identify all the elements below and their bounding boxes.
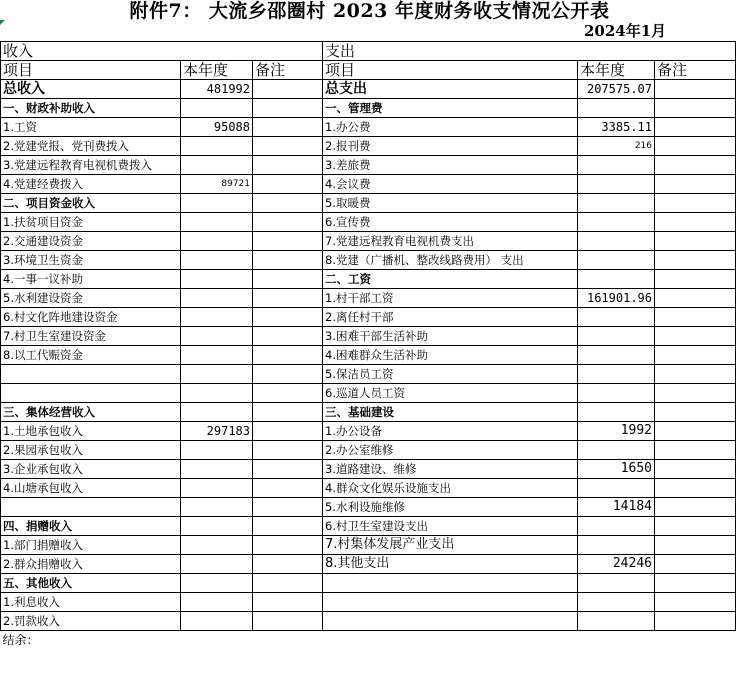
income-item-cell: 1.扶贫项目资金 — [1, 213, 181, 232]
income-note-cell — [253, 574, 323, 593]
income-note-cell — [253, 175, 323, 194]
expense-item-cell: 4.会议费 — [323, 175, 578, 194]
income-amount-cell — [181, 593, 253, 612]
footer-row — [1, 631, 736, 650]
expense-item-cell: 8.党建（广播机、整改线路费用） 支出 — [323, 251, 578, 270]
income-item-cell: 五、其他收入 — [1, 574, 181, 593]
income-item-cell: 二、项目资金收入 — [1, 194, 181, 213]
income-amount-cell — [181, 270, 253, 289]
expense-amount-cell — [578, 308, 655, 327]
income-note-cell — [253, 403, 323, 422]
income-amount-cell — [181, 384, 253, 403]
table-row — [1, 441, 736, 460]
expense-item-cell — [323, 593, 578, 612]
total-income-label: 总收入 — [1, 80, 181, 99]
income-note-col-header: 备注 — [253, 61, 323, 80]
blank-cell — [253, 42, 323, 61]
table-row — [1, 251, 736, 270]
expense-amount-cell — [578, 536, 655, 555]
table-row — [1, 612, 736, 631]
income-note-cell — [253, 536, 323, 555]
table-row — [1, 194, 736, 213]
income-item-cell: 四、捐赠收入 — [1, 517, 181, 536]
income-amount-cell: 297183 — [181, 422, 253, 441]
expense-note-cell — [655, 289, 736, 308]
total-income-value: 481992 — [181, 80, 253, 99]
expense-note-cell — [655, 555, 736, 574]
expense-item-cell: 4.群众文化娱乐设施支出 — [323, 479, 578, 498]
income-note-cell — [253, 137, 323, 156]
income-item-cell: 6.村文化阵地建设资金 — [1, 308, 181, 327]
table-row — [1, 270, 736, 289]
income-amount-cell — [181, 441, 253, 460]
income-item-cell: 2.党建党报、党刊费拨入 — [1, 137, 181, 156]
income-amount-cell — [181, 460, 253, 479]
expense-item-cell: 5.取暖费 — [323, 194, 578, 213]
table-row — [1, 308, 736, 327]
table-row — [1, 479, 736, 498]
income-item-cell: 2.群众捐赠收入 — [1, 555, 181, 574]
expense-note-cell — [655, 327, 736, 346]
expense-amount-cell — [578, 232, 655, 251]
blank-cell — [578, 631, 655, 650]
expense-amount-cell — [578, 384, 655, 403]
table-row — [1, 574, 736, 593]
expense-item-cell: 6.宣传费 — [323, 213, 578, 232]
expense-amount-cell: 161901.96 — [578, 289, 655, 308]
expense-amount-cell: 1992 — [578, 422, 655, 441]
expense-amount-cell — [578, 327, 655, 346]
income-amount-cell — [181, 536, 253, 555]
income-item-cell: 1.土地承包收入 — [1, 422, 181, 441]
table-row — [1, 517, 736, 536]
expense-note-cell — [655, 99, 736, 118]
expense-note-cell — [655, 441, 736, 460]
column-header-row — [1, 61, 736, 80]
income-amount-cell — [181, 346, 253, 365]
income-amount-cell — [181, 213, 253, 232]
income-item-cell: 4.山塘承包收入 — [1, 479, 181, 498]
expense-amount-cell — [578, 441, 655, 460]
expense-item-cell: 3.困难干部生活补助 — [323, 327, 578, 346]
blank-cell — [181, 42, 253, 61]
expense-note-cell — [655, 194, 736, 213]
expense-note-cell — [655, 175, 736, 194]
income-note-cell — [253, 441, 323, 460]
blank-cell — [253, 631, 323, 650]
expense-note-cell — [655, 593, 736, 612]
income-item-cell: 3.环境卫生资金 — [1, 251, 181, 270]
income-note-cell — [253, 270, 323, 289]
income-item-cell: 2.交通建设资金 — [1, 232, 181, 251]
expense-item-cell: 1.村干部工资 — [323, 289, 578, 308]
income-note-cell — [253, 289, 323, 308]
table-row — [1, 365, 736, 384]
expense-note-cell — [655, 460, 736, 479]
cell-comment-marker — [0, 20, 5, 25]
income-item-cell: 1.部门捐赠收入 — [1, 536, 181, 555]
expense-note-cell — [655, 270, 736, 289]
income-note-cell — [253, 479, 323, 498]
expense-note-cell — [655, 422, 736, 441]
income-amount-col-header: 本年度 — [181, 61, 253, 80]
income-amount-cell — [181, 479, 253, 498]
income-amount-cell — [181, 574, 253, 593]
income-note-cell — [253, 612, 323, 631]
income-note-cell — [253, 251, 323, 270]
expense-note-cell — [655, 536, 736, 555]
income-item-cell: 三、集体经营收入 — [1, 403, 181, 422]
income-item-cell: 4.一事一议补助 — [1, 270, 181, 289]
expense-item-cell: 2.报刊费 — [323, 137, 578, 156]
income-note-cell — [253, 99, 323, 118]
expense-amount-cell: 14184 — [578, 498, 655, 517]
expense-note-cell — [655, 517, 736, 536]
income-header: 收入 — [1, 42, 181, 61]
expense-note-cell — [655, 403, 736, 422]
expense-amount-cell — [578, 365, 655, 384]
income-amount-cell — [181, 194, 253, 213]
table-row — [1, 403, 736, 422]
table-row — [1, 460, 736, 479]
income-note-cell — [253, 156, 323, 175]
income-item-cell: 7.村卫生室建设资金 — [1, 327, 181, 346]
expense-item-cell: 7.村集体发展产业支出 — [323, 536, 578, 555]
total-expense-label: 总支出 — [323, 80, 578, 99]
table-row — [1, 213, 736, 232]
expense-item-cell: 3.道路建设、维修 — [323, 460, 578, 479]
table-row — [1, 118, 736, 137]
expense-amount-cell — [578, 175, 655, 194]
income-item-cell — [1, 384, 181, 403]
income-note-cell — [253, 422, 323, 441]
income-amount-cell — [181, 156, 253, 175]
expense-note-cell — [655, 251, 736, 270]
table-row — [1, 555, 736, 574]
table-row — [1, 175, 736, 194]
total-expense-value: 207575.07 — [578, 80, 655, 99]
income-amount-cell: 89721 — [181, 175, 253, 194]
table-row — [1, 593, 736, 612]
expense-note-cell — [655, 498, 736, 517]
table-row — [1, 536, 736, 555]
income-note-cell — [253, 308, 323, 327]
income-note-cell — [253, 593, 323, 612]
expense-item-cell: 6.巡道人员工资 — [323, 384, 578, 403]
income-item-cell: 4.党建经费拨入 — [1, 175, 181, 194]
income-item-cell — [1, 498, 181, 517]
table-row — [1, 422, 736, 441]
income-amount-cell — [181, 137, 253, 156]
expense-amount-cell: 216 — [578, 137, 655, 156]
income-note-cell — [253, 346, 323, 365]
expense-note-cell — [655, 612, 736, 631]
income-item-col-header: 项目 — [1, 61, 181, 80]
income-note-cell — [253, 118, 323, 137]
expense-note-cell — [655, 232, 736, 251]
table-row — [1, 289, 736, 308]
blank-cell — [655, 631, 736, 650]
income-amount-cell — [181, 327, 253, 346]
income-amount-cell — [181, 365, 253, 384]
income-note-cell — [253, 555, 323, 574]
income-amount-cell — [181, 612, 253, 631]
income-item-cell: 3.企业承包收入 — [1, 460, 181, 479]
expense-note-cell — [655, 479, 736, 498]
report-date: 2024年1月 — [584, 22, 667, 40]
table-row — [1, 232, 736, 251]
expense-amount-cell — [578, 156, 655, 175]
expense-item-cell: 二、工资 — [323, 270, 578, 289]
income-amount-cell — [181, 232, 253, 251]
expense-amount-cell — [578, 346, 655, 365]
table-row — [1, 346, 736, 365]
expense-note-cell — [655, 213, 736, 232]
blank-cell — [655, 42, 736, 61]
income-amount-cell — [181, 498, 253, 517]
table-row — [1, 384, 736, 403]
expense-amount-cell — [578, 593, 655, 612]
blank-cell — [323, 631, 578, 650]
expense-amount-cell — [578, 213, 655, 232]
total-income-note — [253, 80, 323, 99]
table-row — [1, 99, 736, 118]
expense-item-cell: 1.办公费 — [323, 118, 578, 137]
income-item-cell — [1, 365, 181, 384]
expense-amount-cell — [578, 251, 655, 270]
expense-item-cell: 7.党建远程教育电视机费支出 — [323, 232, 578, 251]
expense-item-cell — [323, 574, 578, 593]
expense-amount-cell: 24246 — [578, 555, 655, 574]
section-header-row — [1, 42, 736, 61]
income-amount-cell: 95088 — [181, 118, 253, 137]
income-item-cell: 2.罚款收入 — [1, 612, 181, 631]
expense-amount-cell — [578, 517, 655, 536]
expense-item-cell: 8.其他支出 — [323, 555, 578, 574]
expense-amount-cell — [578, 574, 655, 593]
total-row — [1, 80, 736, 99]
expense-amount-cell: 1650 — [578, 460, 655, 479]
table-row — [1, 327, 736, 346]
income-amount-cell — [181, 251, 253, 270]
income-item-cell: 1.利息收入 — [1, 593, 181, 612]
expense-amount-cell — [578, 99, 655, 118]
expense-item-cell: 一、管理费 — [323, 99, 578, 118]
income-item-cell: 5.水利建设资金 — [1, 289, 181, 308]
expense-amount-cell — [578, 270, 655, 289]
income-amount-cell — [181, 517, 253, 536]
expense-amount-cell: 3385.11 — [578, 118, 655, 137]
balance-label: 结余： — [2, 633, 39, 648]
income-amount-cell — [181, 555, 253, 574]
expense-note-cell — [655, 156, 736, 175]
expense-note-col-header: 备注 — [655, 61, 736, 80]
income-amount-cell — [181, 403, 253, 422]
expense-item-cell: 5.水利设施维修 — [323, 498, 578, 517]
income-note-cell — [253, 460, 323, 479]
expense-note-cell — [655, 118, 736, 137]
income-item-cell: 8.以工代赈资金 — [1, 346, 181, 365]
expense-note-cell — [655, 365, 736, 384]
page-title: 附件7： 大流乡邵圈村 2023 年度财务收支情况公开表 — [129, 0, 610, 22]
expense-amount-cell — [578, 612, 655, 631]
table-row — [1, 156, 736, 175]
expense-amount-cell — [578, 194, 655, 213]
expense-item-cell — [323, 612, 578, 631]
total-expense-note — [655, 80, 736, 99]
expense-item-cell: 4.困难群众生活补助 — [323, 346, 578, 365]
expense-amount-cell — [578, 479, 655, 498]
expense-note-cell — [655, 308, 736, 327]
expense-note-cell — [655, 574, 736, 593]
expense-amount-cell — [578, 403, 655, 422]
expense-amount-col-header: 本年度 — [578, 61, 655, 80]
expense-item-cell: 2.离任村干部 — [323, 308, 578, 327]
income-note-cell — [253, 194, 323, 213]
expense-item-cell: 2.办公室维修 — [323, 441, 578, 460]
income-note-cell — [253, 365, 323, 384]
expense-header: 支出 — [323, 42, 578, 61]
expense-note-cell — [655, 137, 736, 156]
blank-cell — [578, 42, 655, 61]
table-row — [1, 137, 736, 156]
income-note-cell — [253, 384, 323, 403]
expense-note-cell — [655, 346, 736, 365]
finance-table — [0, 41, 736, 650]
expense-item-cell: 三、基础建设 — [323, 403, 578, 422]
income-note-cell — [253, 517, 323, 536]
blank-cell — [181, 631, 253, 650]
income-amount-cell — [181, 308, 253, 327]
income-item-cell: 一、财政补助收入 — [1, 99, 181, 118]
expense-item-cell: 1.办公设备 — [323, 422, 578, 441]
income-note-cell — [253, 213, 323, 232]
table-row — [1, 498, 736, 517]
income-amount-cell — [181, 99, 253, 118]
income-note-cell — [253, 232, 323, 251]
expense-item-cell: 6.村卫生室建设支出 — [323, 517, 578, 536]
expense-item-cell: 5.保洁员工资 — [323, 365, 578, 384]
income-item-cell: 1.工资 — [1, 118, 181, 137]
expense-note-cell — [655, 384, 736, 403]
income-note-cell — [253, 327, 323, 346]
expense-item-col-header: 项目 — [323, 61, 578, 80]
income-item-cell: 2.果园承包收入 — [1, 441, 181, 460]
income-item-cell: 3.党建远程教育电视机费拨入 — [1, 156, 181, 175]
income-amount-cell — [181, 289, 253, 308]
expense-item-cell: 3.差旅费 — [323, 156, 578, 175]
income-note-cell — [253, 498, 323, 517]
